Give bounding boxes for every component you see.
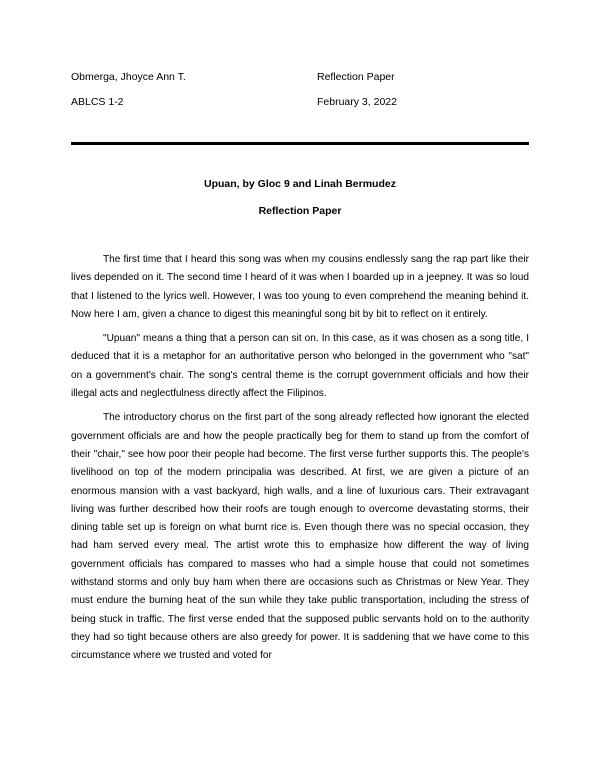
paragraph-2: "Upuan" means a thing that a person can sit on. In this case, as it was chosen as a song title, I deduced that it is a metaphor for an authoritative person who belonged in the government who "sat" on a government's chair. The song's central theme is the corrupt government officials and how their illegal acts and neglectfulness directly affect the Filipinos. [71,333,529,400]
document-date: February 3, 2022 [317,96,397,108]
class-section: ABLCS 1-2 [71,96,124,108]
author-name: Obmerga, Jhoyce Ann T. [71,71,186,83]
horizontal-rule [71,142,529,145]
document-type: Reflection Paper [317,71,395,83]
paper-subtitle: Reflection Paper [258,205,342,217]
body-text [71,251,529,672]
paragraph-3: The introductory chorus on the first part of the song already reflected how ignorant the elected government officials are and how the people practically beg for them to stand up from the comfort of their "chair," see how poor their people had become. The first verse further supports this. The people's livelihood on top of the modern principalia was described. At first, we are given a picture of an enormous mansion with a vast backyard, high walls, and a line of luxurious cars. Their extravagant living was further described how their roofs are tough enough to overcome devastating storms, their dining table set up is foreign on what burnt rice is. Even though there was no special occasion, they had ham served every meal. The artist wrote this to emphasize how different the way of living government officials has compared to masses who had a simple house that could not sometimes withstand storms and only buy ham when there are occasions such as Christmas or New Year. They must endure the burning heat of the sun while they take public transportation, including the stress of being stuck in traffic. The first verse ended that the supposed public servants hold on to the authority they had so tight because others are also greedy for power. It is saddening that we have come to this circumstance where we trusted and voted for [71,412,529,662]
song-title: Upuan, by Gloc 9 and Linah Bermudez [204,178,396,190]
paragraph-1: The first time that I heard this song was when my cousins endlessly sang the rap part like their lives depended on it. The second time I heard of it was when I boarded up in a jeepney. It was so loud that I listened to the lyrics well. However, I was too young to even comprehend the meaning behind it. Now here I am, given a chance to digest this meaningful song bit by bit to reflect on it entirely. [71,254,529,320]
